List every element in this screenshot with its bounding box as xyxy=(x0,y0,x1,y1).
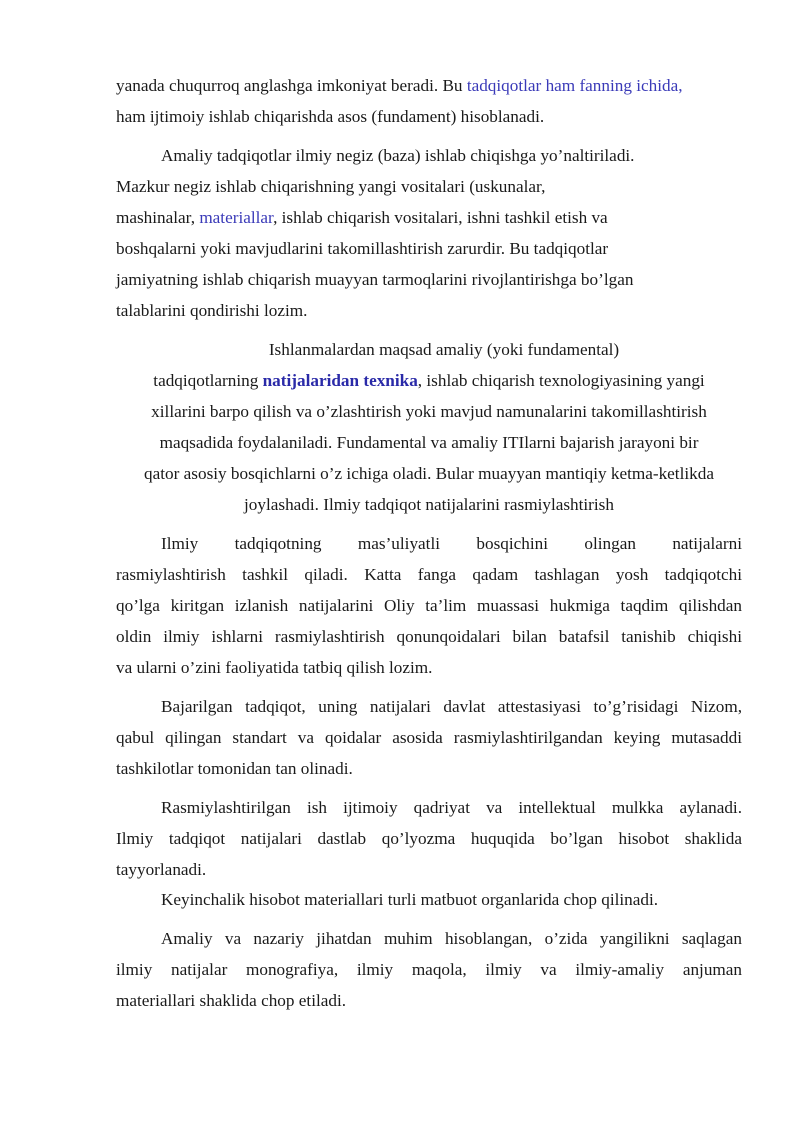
text-line xyxy=(116,207,608,229)
text-line: Ishlanmalardan maqsad amaliy (yoki fundamental) xyxy=(268,340,620,359)
text-line: jamiyatning ishlab chiqarish muayyan tarmoqlarini rivojlantirishga bo’lgan xyxy=(116,270,634,289)
text-line: Ilmiy tadqiqotning mas’uliyatli bosqichini olingan natijalarni xyxy=(161,534,742,553)
text-line: Amaliy tadqiqotlar ilmiy negiz (baza) ishlab chiqishga yo’naltiriladi. xyxy=(161,146,635,165)
text-span: tadqiqotlarning xyxy=(153,371,263,390)
text-line xyxy=(116,75,683,97)
text-line: materiallari shaklida chop etiladi. xyxy=(116,991,347,1010)
text-line: va ularni o’zini faoliyatida tatbiq qilish lozim. xyxy=(116,658,433,677)
text-line: talablarini qondirishi lozim. xyxy=(116,301,308,320)
hyperlink-tadqiqotlar[interactable]: tadqiqotlar ham fanning ichida xyxy=(466,76,679,95)
text-line: boshqalarni yoki mavjudlarini takomillashtirish zarurdir. Bu tadqiqotlar xyxy=(116,239,609,258)
text-span: , xyxy=(678,76,683,95)
text-line: Mazkur negiz ishlab chiqarishning yangi vositalari (uskunalar, xyxy=(116,177,546,196)
text-span: , ishlab chiqarish vositalari, ishni tashkil etish va xyxy=(273,208,608,227)
text-line: xillarini barpo qilish va o’zlashtirish yoki mavjud namunalarini takomillashtirish xyxy=(151,402,707,421)
text-line: qabul qilingan standart va qoidalar asosida rasmiylashtirilgandan keying mutasaddi xyxy=(116,728,742,747)
text-line: Keyinchalik hisobot materiallari turli matbuot organlarida chop qilinadi. xyxy=(161,890,659,909)
hyperlink-materiallar[interactable]: materiallar xyxy=(199,208,274,227)
section-heading: joylashadi. Ilmiy tadqiqot natijalarini rasmiylashtirish xyxy=(244,495,614,514)
text-line: tayyorlanadi. xyxy=(116,860,207,879)
text-line: Rasmiylashtirilgan ish ijtimoiy qadriyat va intellektual mulkka aylanadi. xyxy=(161,798,742,817)
text-span: mashinalar, xyxy=(116,208,200,227)
text-line: Ilmiy tadqiqot natijalari dastlab qo’lyozma huquqida bo’lgan hisobot shaklida xyxy=(116,829,742,848)
text-line: rasmiylashtirish tashkil qiladi. Katta fanga qadam tashlagan yosh tadqiqotchi xyxy=(116,565,742,584)
text-line: oldin ilmiy ishlarni rasmiylashtirish qonunqoidalari bilan batafsil tanishib chiqishi xyxy=(116,627,742,646)
text-line: qo’lga kiritgan izlanish natijalarini Oliy ta’lim muassasi hukmiga taqdim qilishdan xyxy=(116,596,742,615)
text-line: ham ijtimoiy ishlab chiqarishda asos (fundament) hisoblanadi. xyxy=(116,107,545,126)
text-line: Bajarilgan tadqiqot, uning natijalari davlat attestasiyasi to’g’risidagi Nizom, xyxy=(161,697,742,716)
text-span: , ishlab chiqarish texnologiyasining yangi xyxy=(417,371,705,390)
text-line: tashkilotlar tomonidan tan olinadi. xyxy=(116,759,353,778)
text-line: maqsadida foydalaniladi. Fundamental va amaliy ITIlarni bajarish jarayoni bir xyxy=(159,433,699,452)
text-line: ilmiy natijalar monografiya, ilmiy maqola, ilmiy va ilmiy-amaliy anjuman xyxy=(116,960,742,979)
text-line: Amaliy va nazariy jihatdan muhim hisoblangan, o’zida yangilikni saqlagan xyxy=(161,929,742,948)
hyperlink-natijalaridan-texnika[interactable]: natijalaridan texnika xyxy=(262,371,418,390)
text-span: yanada chuqurroq anglashga imkoniyat beradi. Bu xyxy=(116,76,467,95)
text-line xyxy=(116,370,742,392)
text-line: qator asosiy bosqichlarni o’z ichiga oladi. Bular muayyan mantiqiy ketma-ketlikda xyxy=(144,464,714,483)
